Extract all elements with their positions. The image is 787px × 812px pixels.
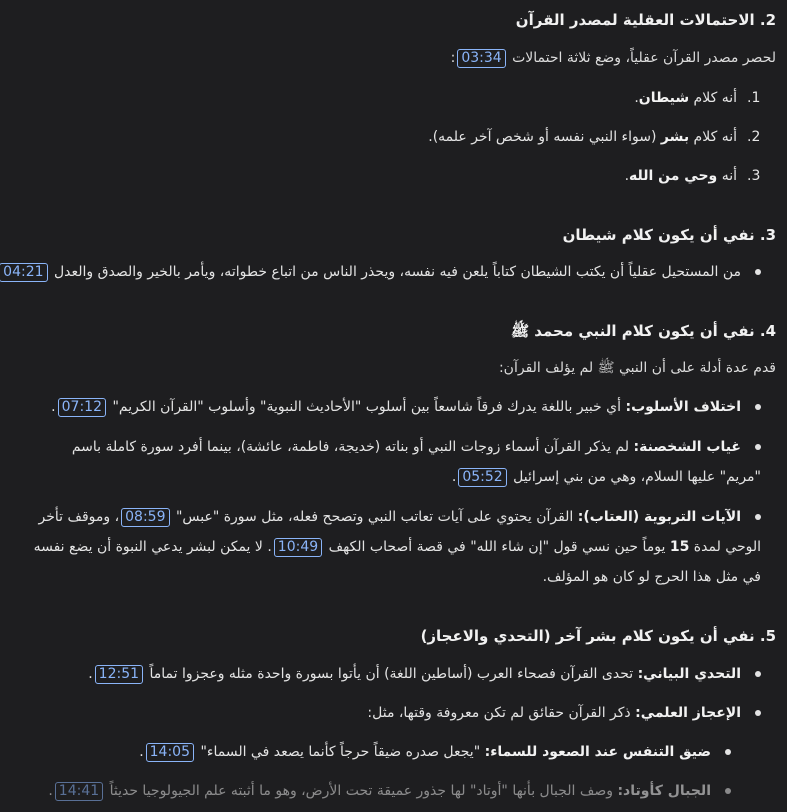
section-2-heading: 2. الاحتمالات العقلية لمصدر القرآن [515,11,776,29]
timestamp-link[interactable]: 05:52 [458,468,506,487]
timestamp-link[interactable]: 04:21 [0,263,48,282]
list-item: التحدي البياني: تحدى القرآن فصحاء العرب (أساطين اللغة) أن يأتوا بسورة واحدة مثله وعجزوا تماماً 12:51. [8,664,761,684]
timestamp-link[interactable]: 14:05 [146,743,194,762]
timestamp-link[interactable]: 14:41 [55,782,103,801]
bullet-icon [755,444,761,450]
bullet-icon [725,788,731,794]
timestamp-link[interactable]: 07:12 [58,398,106,417]
list-item: اختلاف الأسلوب: أي خبير باللغة يدرك فرقاً شاسعاً بين أسلوب "الأحاديث النبوية" وأسلوب "القرآن الكريم" 07:12. [8,397,761,417]
bullet-icon [725,749,731,755]
timestamp-link[interactable]: 10:49 [274,538,322,557]
sub-list-item: الجبال كأوتاد: وصف الجبال بأنها "أوتاد" لها جذور عميقة تحت الأرض، وهو ما أثبته علم الجيولوجيا حديثاً 14:41. [8,781,731,801]
section-5-heading: 5. نفي أن يكون كلام بشر آخر (التحدي والاعجاز) [420,627,776,645]
section-4-intro: قدم عدة أدلة على أن النبي ﷺ لم يؤلف القرآن: [498,360,776,376]
list-item: من المستحيل عقلياً أن يكتب الشيطان كتاباً يلعن فيه نفسه، ويحذر الناس من اتباع خطواته، ويأمر بالخير والصدق والعدل 04:21 [8,262,761,282]
list-item: 2.أنه كلام بشر (سواء النبي نفسه أو شخص آخر علمه). [428,129,761,145]
bullet-icon [755,514,761,520]
section-3-heading: 3. نفي أن يكون كلام شيطان [562,226,776,244]
bullet-icon [755,710,761,716]
list-item: الآيات التربوية (العتاب): القرآن يحتوي على آيات تعاتب النبي وتصحح فعله، مثل سورة "عبس" 08:59، وموقف تأخر الوحي لمدة 15 يوماً حين نسي قول "إن شاء الله" في قصة أصحاب الكهف 10:49. لا يمكن لبشر يدعي النبوة أن يضع نفسه في مثل هذا الحرج لو كان هو المؤلف. [33,509,761,585]
sub-list-item: ضيق التنفس عند الصعود للسماء: "يجعل صدره ضيقاً حرجاً كأنما يصعد في السماء" 14:05. [8,742,731,762]
list-item: 3.أنه وحي من الله. [624,168,761,184]
list-item: 1.أنه كلام شيطان. [634,90,761,106]
bullet-icon [755,269,761,275]
bullet-icon [755,404,761,410]
list-item: غياب الشخصنة: لم يذكر القرآن أسماء زوجات النبي أو بناته (خديجة، فاطمة، عائشة)، بينما أفرد سورة كاملة باسم "مريم" عليها السلام، وهي من بني إسرائيل 05:52. [71,439,761,485]
bullet-icon [755,671,761,677]
section-4-heading: 4. نفي أن يكون كلام النبي محمد ﷺ [510,322,776,340]
timestamp-link[interactable]: 08:59 [121,508,169,527]
timestamp-link[interactable]: 12:51 [95,665,143,684]
list-item: الإعجاز العلمي: ذكر القرآن حقائق لم تكن معروفة وقتها، مثل: [8,703,761,723]
timestamp-link[interactable]: 03:34 [457,49,505,68]
section-2-intro: لحصر مصدر القرآن عقلياً، وضع ثلاثة احتمالات 03:34: [450,50,776,66]
